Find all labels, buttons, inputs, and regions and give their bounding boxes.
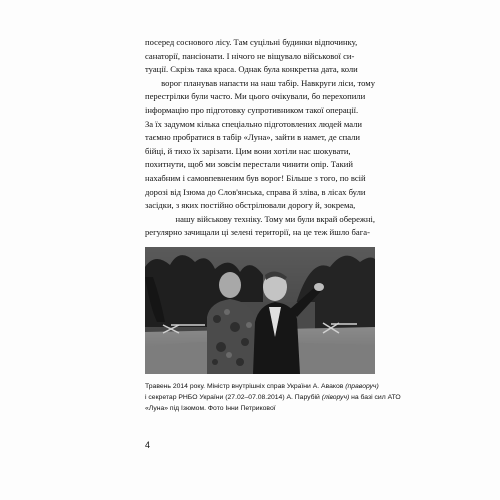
caption-line — [145, 392, 401, 403]
text-line: перестрілки були часто. Ми цього очікували, бо перехопили — [145, 91, 366, 102]
text-line: таємно пробратися в табір «Луна», зайти в намет, де спали — [145, 132, 360, 143]
body-text — [145, 36, 375, 240]
caption-italic: (ліворуч) — [321, 394, 350, 401]
text-line: нашу військову техніку. Тому ми були вкрай обережні, — [175, 213, 375, 224]
text-line: санаторії, пансіонати. І нічого не віщувало військової си- — [145, 50, 355, 61]
caption-italic: (праворуч) — [345, 383, 379, 390]
text-line: інформацію про підготовку супротивником такої операції. — [145, 104, 359, 115]
text-line: туації. Скрізь така краса. Однак була конкретна дата, коли — [145, 64, 358, 75]
text-line: дорозі від Ізюма до Слов'янська, справа й зліва, в лісах були — [145, 186, 366, 197]
text-line: бійці, й тихо їх зарізати. Цим вони хотіли нас шокувати, — [145, 145, 351, 156]
caption-text: на базі сил АТО — [349, 394, 401, 401]
caption-line: «Луна» під Ізюмом. Фото Інни Петрикової — [145, 405, 276, 412]
text-line: ворог планував напасти на наш табір. Навкруги ліси, тому — [161, 77, 375, 88]
caption-text: Травень 2014 року. Міністр внутрішніх справ України А. Аваков — [145, 383, 346, 390]
photo-caption — [145, 381, 401, 414]
photo — [145, 247, 375, 374]
text-line: нахабним і самовпевненим був ворог! Більше з того, по всій — [145, 172, 366, 183]
text-line: посеред соснового лісу. Там суцільні будинки відпочинку, — [145, 37, 358, 47]
caption-line — [145, 381, 377, 392]
text-line: регулярно зачищали ці зелені території, на це теж йшло бага- — [145, 227, 370, 238]
text-line: похитнути, щоб ми зовсім перестали чинити опір. Такий — [145, 159, 353, 170]
page-number: 4 — [145, 440, 151, 450]
text-line: За їх задумом кілька спеціально підготовлених людей мали — [145, 118, 363, 129]
caption-text: і секретар РНБО України (27.02–07.08.2014) А. Парубій — [145, 394, 322, 401]
text-line: засідки, з яких постійно обстрілювали дорогу й, зокрема, — [145, 200, 356, 211]
